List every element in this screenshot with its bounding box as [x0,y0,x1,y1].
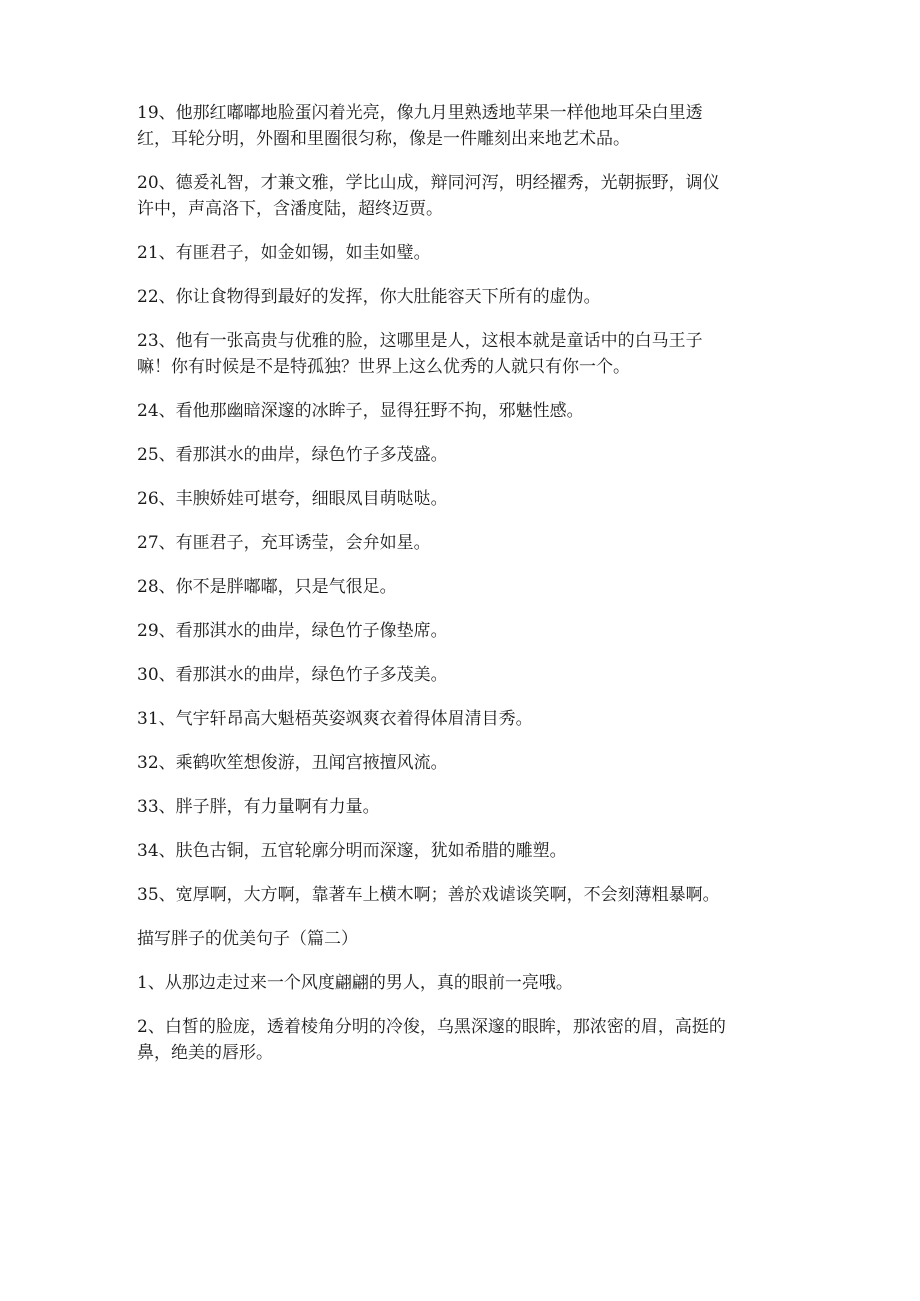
text-line: 25、看那淇水的曲岸，绿色竹子多茂盛。 [137,445,448,465]
list-item [137,574,787,600]
list-item [137,838,787,864]
text-line: 31、气宇轩昂高大魁梧英姿飒爽衣着得体眉清目秀。 [137,709,533,729]
list-item [137,240,787,266]
text-line: 23、他有一张高贵与优雅的脸，这哪里是人，这根本就是童话中的白马王子 [137,331,703,351]
list-item [137,328,787,380]
list-item [137,1014,787,1066]
text-line: 21、有匪君子，如金如锡，如圭如璧。 [137,243,431,263]
text-line: 1、从那边走过来一个风度翩翩的男人，真的眼前一亮哦。 [137,973,573,993]
list-item [137,398,787,424]
text-line: 许中，声高洛下，含潘度陆，超终迈贾。 [137,199,443,219]
section-heading: 描写胖子的优美句子（篇二） [137,929,358,949]
list-item [137,100,787,152]
list-item [137,442,787,468]
text-line: 19、他那红嘟嘟地脸蛋闪着光亮，像九月里熟透地苹果一样他地耳朵白里透 [137,103,703,123]
text-line: 22、你让食物得到最好的发挥，你大肚能容天下所有的虚伪。 [137,287,601,307]
text-line: 34、肤色古铜，五官轮廓分明而深邃，犹如希腊的雕塑。 [137,841,567,861]
text-line: 28、你不是胖嘟嘟，只是气很足。 [137,577,397,597]
text-line: 30、看那淇水的曲岸，绿色竹子多茂美。 [137,665,448,685]
list-item [137,662,787,688]
list-item [137,284,787,310]
list-item [137,486,787,512]
list-item [137,970,787,996]
list-item [137,530,787,556]
text-line: 24、看他那幽暗深邃的冰眸子，显得狂野不拘，邪魅性感。 [137,401,584,421]
text-line: 35、宽厚啊，大方啊，靠著车上横木啊；善於戏谑谈笑啊，不会刻薄粗暴啊。 [137,885,720,905]
text-line: 29、看那淇水的曲岸，绿色竹子像垫席。 [137,621,448,641]
list-item [137,706,787,732]
text-line: 鼻，绝美的唇形。 [137,1043,273,1063]
text-line: 32、乘鹤吹笙想俊游，丑闻宫掖擅风流。 [137,753,448,773]
document-body [137,100,787,1084]
text-line: 2、白皙的脸庞，透着棱角分明的冷俊，乌黑深邃的眼眸，那浓密的眉，高挺的 [137,1017,726,1037]
list-item [137,750,787,776]
text-line: 20、德爰礼智，才兼文雅，学比山成，辩同河泻，明经擢秀，光朝振野，调仪 [137,173,720,193]
text-line: 33、胖子胖，有力量啊有力量。 [137,797,380,817]
text-line: 红，耳轮分明，外圈和里圈很匀称，像是一件雕刻出来地艺术品。 [137,129,630,149]
text-line: 26、丰腴娇娃可堪夸，细眼凤目萌哒哒。 [137,489,448,509]
text-line: 嘛！你有时候是不是特孤独？世界上这么优秀的人就只有你一个。 [137,357,630,377]
list-item [137,170,787,222]
list-item [137,794,787,820]
list-item [137,618,787,644]
list-item [137,882,787,908]
text-line: 27、有匪君子，充耳诱莹，会弁如星。 [137,533,431,553]
